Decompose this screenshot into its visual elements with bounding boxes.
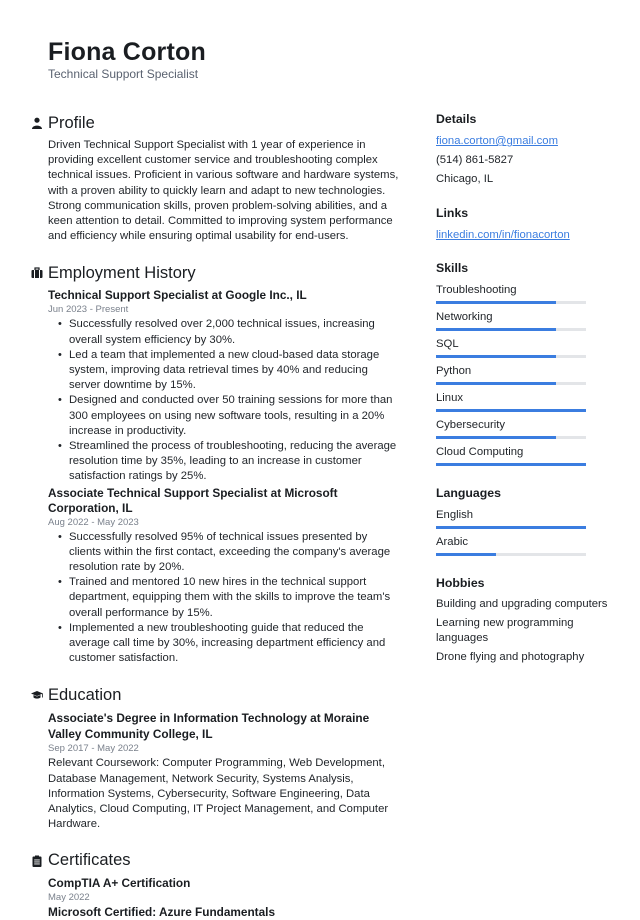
links-section: [436, 206, 611, 243]
education-text: Relevant Coursework: Computer Programming, Web Development, Database Management, Network Security, Systems Analysis, Information Systems, Cybersecurity, Software Engineering, Data Analytics, Cloud Computing, IT Project Management, and Computer Hardware.: [48, 757, 389, 831]
certificate-title: CompTIA A+ Certification: [48, 875, 191, 890]
skill-item: [436, 364, 611, 385]
language-item: [436, 535, 611, 556]
job-bullet: • Streamlined the process of troubleshooting, reducing the average resolution time by 35%, leading to an increase in customer satisfaction ratings by 25%.: [69, 439, 402, 485]
skill-level-fill: [436, 409, 586, 412]
certificate-date: May 2022: [48, 891, 90, 903]
job-bullet: • Trained and mentored 10 new hires in the technical support department, equipping them with the skills to improve the team's overall performance by 15%.: [69, 575, 402, 621]
hobby-item: Learning new programming languages: [436, 617, 574, 645]
certificates-heading: [32, 850, 402, 872]
job-bullet: • Successfully resolved 95% of technical issues presented by clients within the first contact, exceeding the company's average resolution rate by 20%.: [69, 530, 402, 576]
language-name: English: [436, 508, 474, 521]
language-level-bar: [436, 526, 586, 529]
skill-level-bar: [436, 328, 586, 331]
skill-item: [436, 310, 611, 331]
job-bullets: [32, 317, 402, 484]
sidebar-column: [436, 112, 611, 666]
skill-level-bar: [436, 409, 586, 412]
language-level-bar: [436, 553, 586, 556]
language-level-fill: [436, 526, 586, 529]
certificate-icon: [31, 855, 43, 867]
hobbies-section: [436, 576, 611, 666]
graduation-cap-icon: [31, 689, 43, 701]
links-heading: Links: [436, 205, 469, 220]
skill-level-fill: [436, 328, 556, 331]
skill-item: [436, 445, 611, 466]
email-link[interactable]: fiona.corton@gmail.com: [436, 135, 558, 147]
skills-list: [436, 283, 611, 466]
briefcase-icon: [31, 267, 43, 279]
job-bullet: • Successfully resolved over 2,000 technical issues, increasing overall system efficiency by 30%.: [69, 317, 402, 347]
employment-heading: [32, 262, 402, 284]
languages-heading: Languages: [436, 485, 501, 500]
languages-section: [436, 486, 611, 556]
job-bullet: • Designed and conducted over 50 training sessions for more than 300 employees on using new software tools, resulting in a 20% increase in productivity.: [69, 393, 402, 439]
skill-name: Troubleshooting: [436, 283, 517, 296]
language-name: Arabic: [436, 535, 469, 548]
skills-heading: Skills: [436, 260, 469, 275]
job-bullet: • Implemented a new troubleshooting guide that reduced the average call time by 30%, increasing department efficiency and customer satisfaction.: [69, 621, 402, 667]
certificates-heading-text: Certificates: [48, 851, 131, 869]
job-bullet: • Led a team that implemented a new cloud-based data storage system, improving data retrieval times by 40% and reducing server downtime by 15%.: [69, 348, 402, 394]
skill-item: [436, 418, 611, 439]
profile-text: Driven Technical Support Specialist with 1 year of experience in providing excellent customer service and troubleshooting complex technical issues. Proficient in various software and hardware systems, with a proven ability to quickly learn and adapt to new technologies. Strong communication skills, proven problem-solving abilities, and a keen attention to detail. Committed to improving system performance and efficiency while ensuring optimal usability for end-users.: [48, 139, 399, 243]
certificates-section: [32, 850, 402, 920]
skill-name: Python: [436, 364, 472, 377]
skill-item: [436, 337, 611, 358]
education-section: [32, 684, 402, 832]
education-heading-text: Education: [48, 685, 122, 704]
details-section: [436, 112, 611, 188]
skill-level-bar: [436, 355, 586, 358]
skill-name: SQL: [436, 337, 459, 350]
education-heading: [32, 684, 402, 706]
job-date: Jun 2023 - Present: [48, 304, 129, 316]
employment-section: [32, 262, 402, 666]
skill-level-fill: [436, 301, 556, 304]
skill-level-bar: [436, 301, 586, 304]
skill-level-fill: [436, 463, 586, 466]
details-heading: Details: [436, 112, 477, 126]
education-title: Associate's Degree in Information Technology at Moraine Valley Community College, IL: [48, 711, 370, 742]
candidate-name: Fiona Corton: [48, 38, 206, 66]
skill-level-fill: [436, 382, 556, 385]
candidate-role: Technical Support Specialist: [48, 67, 199, 81]
skill-level-bar: [436, 436, 586, 439]
job-date: Aug 2022 - May 2023: [48, 516, 139, 528]
main-column: [32, 112, 402, 920]
skill-name: Networking: [436, 310, 493, 323]
skill-level-bar: [436, 463, 586, 466]
hobby-item: Building and upgrading computers: [436, 597, 608, 610]
skill-name: Linux: [436, 391, 464, 404]
skill-name: Cybersecurity: [436, 418, 506, 431]
language-level-fill: [436, 553, 496, 556]
hobbies-heading: Hobbies: [436, 575, 485, 590]
profile-section: [32, 112, 402, 244]
employment-heading-text: Employment History: [48, 263, 196, 282]
skill-name: Cloud Computing: [436, 445, 524, 458]
hobby-item: Drone flying and photography: [436, 651, 585, 664]
job-bullets: [32, 530, 402, 667]
job-entry: [32, 486, 402, 667]
skill-level-fill: [436, 436, 556, 439]
linkedin-link[interactable]: linkedin.com/in/fionacorton: [436, 228, 570, 241]
skills-section: [436, 261, 611, 466]
skill-item: [436, 391, 611, 412]
profile-heading-text: Profile: [48, 113, 95, 132]
job-entry: [32, 288, 402, 484]
location: Chicago, IL: [436, 173, 494, 186]
job-title: Technical Support Specialist at Google Inc., IL: [48, 288, 307, 303]
person-icon: [31, 117, 43, 129]
job-title: Associate Technical Support Specialist at Microsoft Corporation, IL: [48, 485, 338, 515]
education-date: Sep 2017 - May 2022: [48, 743, 139, 755]
skill-item: [436, 283, 611, 304]
profile-heading: [32, 112, 402, 134]
skill-level-fill: [436, 355, 556, 358]
phone-number: (514) 861-5827: [436, 154, 514, 167]
certificate-title: Microsoft Certified: Azure Fundamentals: [48, 904, 276, 919]
language-item: [436, 508, 611, 529]
skill-level-bar: [436, 382, 586, 385]
